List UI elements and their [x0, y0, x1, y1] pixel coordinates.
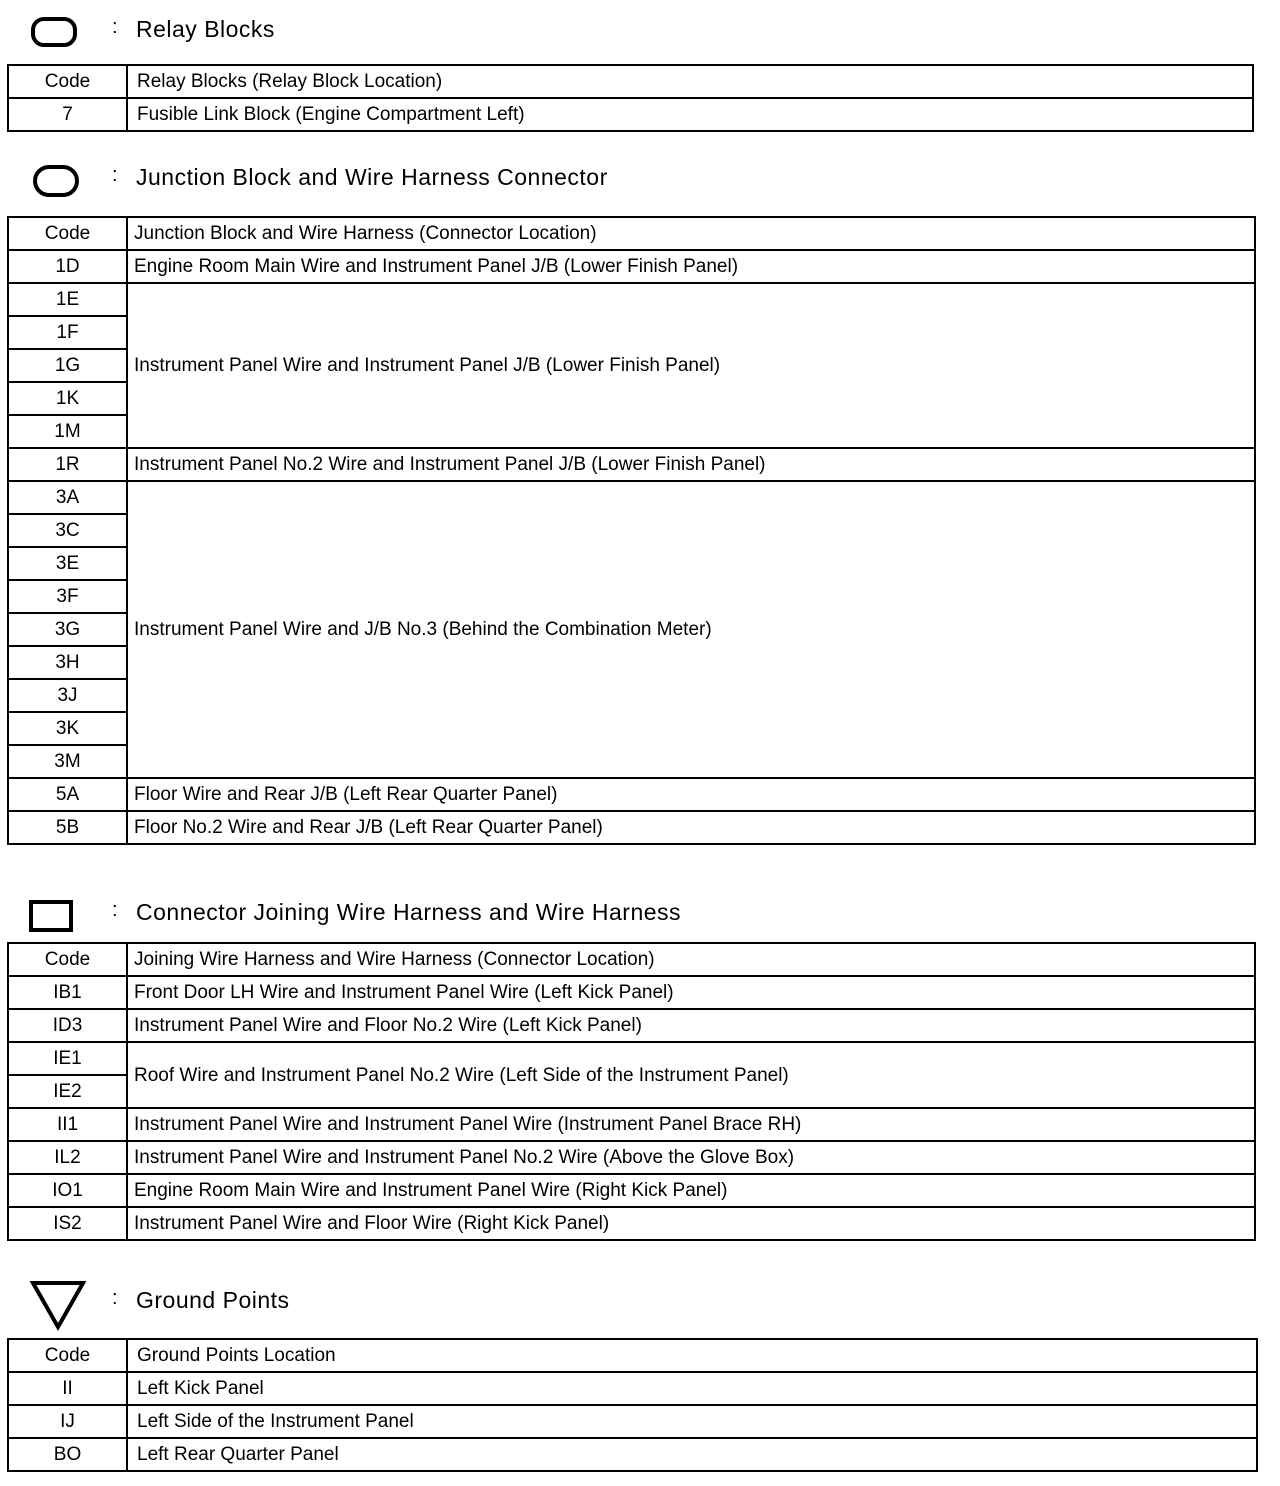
square-icon — [28, 899, 76, 935]
row-code: 5A — [8, 778, 127, 811]
ground-points-table — [7, 1338, 1258, 1472]
section-colon: : — [112, 164, 118, 186]
table-row — [8, 448, 1255, 481]
table-row — [8, 1174, 1255, 1207]
row-desc: Floor No.2 Wire and Rear J/B (Left Rear Quarter Panel) — [127, 811, 1255, 844]
header-desc: Relay Blocks (Relay Block Location) — [127, 65, 1253, 98]
row-desc: Fusible Link Block (Engine Compartment Left) — [127, 98, 1253, 131]
table-row — [8, 976, 1255, 1009]
row-desc: Left Kick Panel — [127, 1372, 1257, 1405]
row-desc: Engine Room Main Wire and Instrument Panel Wire (Right Kick Panel) — [127, 1174, 1255, 1207]
header-desc: Ground Points Location — [127, 1339, 1257, 1372]
row-code: ID3 — [8, 1009, 127, 1042]
row-code: IJ — [8, 1405, 127, 1438]
section-title: Junction Block and Wire Harness Connector — [136, 164, 608, 190]
table-row — [8, 778, 1255, 811]
row-desc: Instrument Panel Wire and Floor No.2 Wire (Left Kick Panel) — [127, 1009, 1255, 1042]
row-code: 1D — [8, 250, 127, 283]
row-code: IO1 — [8, 1174, 127, 1207]
row-desc: Instrument Panel Wire and J/B No.3 (Behind the Combination Meter) — [127, 481, 1255, 778]
row-code: IL2 — [8, 1141, 127, 1174]
row-code: 1G — [8, 349, 127, 382]
table-row — [8, 1009, 1255, 1042]
row-code: 3F — [8, 580, 127, 613]
table-row — [8, 250, 1255, 283]
table-row — [8, 1405, 1257, 1438]
header-code: Code — [8, 943, 127, 976]
row-code: 3H — [8, 646, 127, 679]
row-code: 3M — [8, 745, 127, 778]
row-code: IB1 — [8, 976, 127, 1009]
row-code: II1 — [8, 1108, 127, 1141]
row-code: 1E — [8, 283, 127, 316]
row-desc: Floor Wire and Rear J/B (Left Rear Quarter Panel) — [127, 778, 1255, 811]
table-row — [8, 1042, 1255, 1075]
oval-icon — [32, 164, 80, 198]
section-colon: : — [112, 16, 118, 38]
row-desc: Instrument Panel Wire and Instrument Panel No.2 Wire (Above the Glove Box) — [127, 1141, 1255, 1174]
row-code: II — [8, 1372, 127, 1405]
table-row — [8, 1438, 1257, 1471]
table-row — [8, 98, 1253, 131]
section-title: Relay Blocks — [136, 16, 275, 42]
table-row — [8, 1372, 1257, 1405]
row-desc: Instrument Panel Wire and Instrument Panel J/B (Lower Finish Panel) — [127, 283, 1255, 448]
row-code: BO — [8, 1438, 127, 1471]
row-code: 3J — [8, 679, 127, 712]
row-desc: Instrument Panel Wire and Floor Wire (Right Kick Panel) — [127, 1207, 1255, 1240]
row-desc: Instrument Panel No.2 Wire and Instrument Panel J/B (Lower Finish Panel) — [127, 448, 1255, 481]
row-desc: Roof Wire and Instrument Panel No.2 Wire (Left Side of the Instrument Panel) — [127, 1042, 1255, 1108]
row-code: IE2 — [8, 1075, 127, 1108]
triangle-down-icon — [28, 1278, 88, 1332]
junction-block-table — [7, 216, 1256, 845]
table-row — [8, 283, 1255, 316]
row-desc: Instrument Panel Wire and Instrument Panel Wire (Instrument Panel Brace RH) — [127, 1108, 1255, 1141]
row-code: 1K — [8, 382, 127, 415]
table-header-row — [8, 65, 1253, 98]
row-code: 1F — [8, 316, 127, 349]
table-row — [8, 1207, 1255, 1240]
table-row — [8, 481, 1255, 514]
row-desc: Front Door LH Wire and Instrument Panel Wire (Left Kick Panel) — [127, 976, 1255, 1009]
rounded-rect-icon — [30, 16, 78, 50]
row-desc: Left Side of the Instrument Panel — [127, 1405, 1257, 1438]
table-row — [8, 811, 1255, 844]
table-header-row — [8, 943, 1255, 976]
row-code: IS2 — [8, 1207, 127, 1240]
row-code: 1M — [8, 415, 127, 448]
row-code: 3E — [8, 547, 127, 580]
row-code: 1R — [8, 448, 127, 481]
row-desc: Engine Room Main Wire and Instrument Panel J/B (Lower Finish Panel) — [127, 250, 1255, 283]
row-code: 5B — [8, 811, 127, 844]
row-code: IE1 — [8, 1042, 127, 1075]
table-row — [8, 1108, 1255, 1141]
table-header-row — [8, 1339, 1257, 1372]
header-code: Code — [8, 65, 127, 98]
header-desc: Junction Block and Wire Harness (Connector Location) — [127, 217, 1255, 250]
table-header-row — [8, 217, 1255, 250]
row-code: 7 — [8, 98, 127, 131]
connector-joining-table — [7, 942, 1256, 1241]
header-desc: Joining Wire Harness and Wire Harness (Connector Location) — [127, 943, 1255, 976]
row-desc: Left Rear Quarter Panel — [127, 1438, 1257, 1471]
row-code: 3G — [8, 613, 127, 646]
row-code: 3C — [8, 514, 127, 547]
row-code: 3A — [8, 481, 127, 514]
header-code: Code — [8, 1339, 127, 1372]
relay-blocks-table — [7, 64, 1254, 132]
section-title: Connector Joining Wire Harness and Wire Harness — [136, 899, 682, 925]
section-title: Ground Points — [136, 1287, 290, 1313]
header-code: Code — [8, 217, 127, 250]
section-colon: : — [112, 1287, 118, 1309]
section-colon: : — [112, 899, 118, 921]
table-row — [8, 1141, 1255, 1174]
row-code: 3K — [8, 712, 127, 745]
